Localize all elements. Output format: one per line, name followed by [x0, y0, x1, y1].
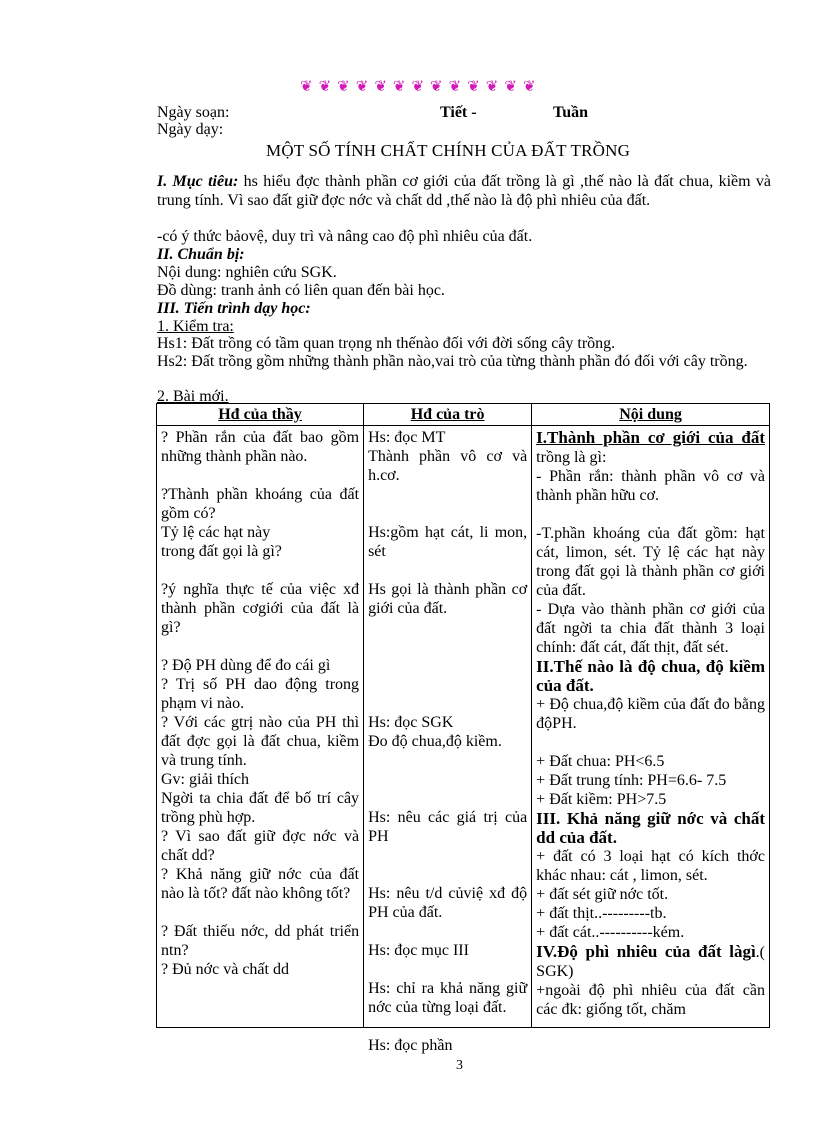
content-section1-tail: trồng là gì: [536, 449, 607, 466]
objectives-text: hs hiểu đợc thành phần cơ giới của đất trồng là gì ,thế nào là đất chua, kiềm và trung tính. Vì sao đất giữ đợc nớc và chất dd ,thế nào là độ phì nhiêu của đất. [157, 173, 772, 209]
ornament-icon: ❦ [430, 79, 443, 95]
content-section4-heading: IV.Độ phì nhiêu của đất làgì [536, 942, 756, 961]
header-teacher: Hđ của thầy [157, 404, 364, 426]
page-number: 3 [456, 1058, 463, 1073]
teacher-column [157, 426, 364, 1028]
ornament-icon: ❦ [392, 79, 406, 95]
content-section1-heading: I.Thành phần cơ giới của đất [536, 428, 765, 447]
table-header-row [157, 404, 770, 426]
check-label: 1. Kiểm tra: [157, 318, 234, 335]
ngay-day-label: Ngày dạy: [157, 121, 224, 138]
content-section1-body: - Phần rắn: thành phần vô cơ và thành phần hữu cơ. -T.phần khoáng của đất gồm: hạt cát, limon, sét. Tỷ lệ các hạt này trong đất gọi là thành phần cơ giới của đất. - Dựa vào thành phần cơ giới của đất ngời ta chia đất thành 3 loại chính: đất cát, đất thịt, đất sét. [536, 468, 765, 656]
ornament-icon: ❦ [355, 79, 369, 95]
objectives-paragraph [157, 172, 771, 210]
content-section3-body: + đất có 3 loại hạt có kích thớc khác nhau: cát , limon, sét. + đất sét giữ nớc tốt. + đất thịt..---------tb. + đất cát..----------kém. [536, 848, 765, 941]
ornament-icon: ❦ [522, 79, 536, 95]
content-section4-tail: .( SGK) [536, 944, 765, 980]
ornament-icon: ❦ [411, 79, 425, 95]
tiet-label: Tiết - [440, 104, 477, 121]
header-content: Nội dung [532, 404, 770, 426]
ornament-icon: ❦ [374, 79, 387, 95]
question-hs2: Hs2: Đất trồng gồm những thành phần nào,vai trò của từng thành phần đó đối với cây trồng. [157, 353, 748, 370]
ornament-icon: ❦ [448, 79, 462, 95]
preparation-label: II. Chuẩn bị: [157, 246, 245, 263]
content-section2-body: + Độ chua,độ kiềm của đất đo bằng độPH. + Đất chua: PH<6.5 + Đất trung tính: PH=6.6- 7.5 + Đất kiềm: PH>7.5 [536, 696, 765, 808]
lesson-table [156, 403, 770, 1054]
decorative-ornament-row [300, 78, 620, 98]
content-section2-heading: II.Thế nào là độ chua, độ kiềm của đất. [536, 657, 765, 695]
new-lesson-label: 2. Bài mới. [157, 388, 229, 405]
ornament-icon: ❦ [300, 79, 313, 95]
objectives-line2: -có ý thức bảovệ, duy trì và nâng cao độ phì nhiêu của đất. [157, 228, 533, 245]
ornament-icon: ❦ [318, 79, 332, 95]
ornament-icon: ❦ [337, 79, 350, 95]
ornament-icon: ❦ [467, 79, 480, 95]
table-row [157, 426, 770, 1028]
objectives-label: I. Mục tiêu: [157, 173, 239, 190]
student-activities: Hs: đọc MT Thành phần vô cơ và h.cơ. Hs:gồm hạt cát, li mon, sét Hs gọi là thành phần cơ giới của đất. Hs: đọc SGK Đo độ chua,độ kiềm. Hs: nêu các giá trị của PH Hs: nêu t/d củviệ xđ độ PH của đất. Hs: đọc mục III Hs: chỉ ra khả năng giữ nớc của từng loại đất. Hs: đọc phần [368, 429, 528, 1054]
header-student: Hđ của trò [364, 404, 532, 426]
ornament-icon: ❦ [485, 79, 499, 95]
preparation-content: Nội dung: nghiên cứu SGK. [157, 264, 337, 281]
lesson-title: MỘT SỐ TÍNH CHẤT CHÍNH CỦA ĐẤT TRỒNG [266, 141, 631, 160]
teacher-activities: ? Phần rắn của đất bao gồm những thành phần nào. ?Thành phần khoáng của đất gồm có? Tỷ lệ các hạt này trong đất gọi là gì? ?ý nghĩa thực tế của việc xđ thành phần cơgiới của đất là gì? ? Độ PH dùng để đo cái gì ? Trị số PH dao động trong phạm vi nào. ? Với các gtrị nào của PH thì đất đợc gọi là đất chua, kiềm và trung tính. Gv: giải thích Ngời ta chia đất để bố trí cây trồng phù hợp. ? Vì sao đất giữ đợc nớc và chất dd? ? Khả năng giữ nớc của đất nào là tốt? đất nào không tốt? ? Đất thiếu nớc, dd phát triển ntn? ? Đủ nớc và chất dd [161, 429, 360, 978]
ngay-soan-label: Ngày soạn: [157, 104, 230, 121]
question-hs1: Hs1: Đất trồng có tầm quan trọng nh thếnào đối với đời sống cây trồng. [157, 335, 616, 352]
tuan-label: Tuần [553, 104, 588, 121]
preparation-tools: Đồ dùng: tranh ảnh có liên quan đến bài học. [157, 282, 445, 299]
content-section3-heading: III. Khả năng giữ nớc và chất dd của đất. [536, 809, 765, 847]
content-section4-body: +ngoài độ phì nhiêu của đất cần các đk: giống tốt, chăm [536, 982, 765, 1018]
content-column [532, 426, 770, 1028]
procedure-label: III. Tiến trình dạy học: [157, 300, 311, 317]
student-column [364, 426, 532, 1054]
ornament-icon: ❦ [504, 79, 517, 95]
